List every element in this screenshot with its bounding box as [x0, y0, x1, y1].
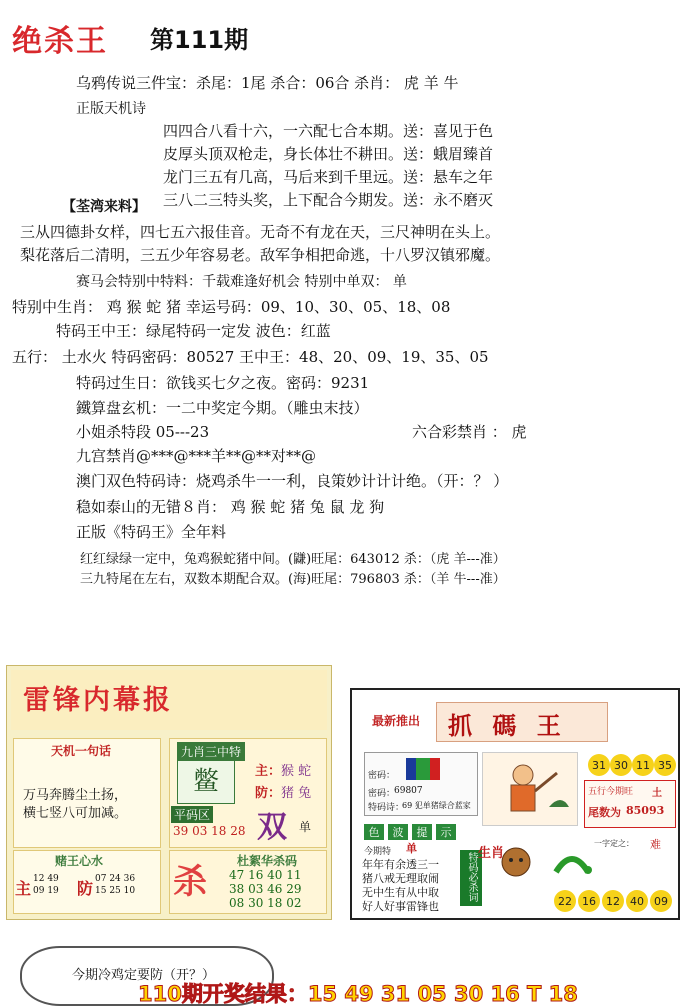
oracle-line-1: 万马奔腾尘土扬， [23, 788, 128, 803]
line-king-code: 特码王中王：绿尾特码一定发 波色：红蓝 [56, 322, 331, 340]
line-zodiac-lucky: 特别中生肖： 鸡 猴 蛇 猪 幸运号码：09、10、30、05、18、08 [12, 298, 451, 316]
main-label: 主： [255, 764, 282, 779]
draw-result: 110期开奖结果：15 49 31 05 30 16 T 18 [138, 982, 578, 1006]
guard-value: 猪 兔 [281, 786, 312, 801]
zodiac-big-char: 鳖 [177, 760, 235, 804]
line-abacus: 鐵算盘玄机：一二中奖定今期。（雕虫末技） [76, 399, 369, 417]
killer-title: 杜絮华杀码 [237, 854, 298, 868]
killer-row-1: 47 16 40 11 [229, 868, 302, 882]
killer-row-3: 08 30 18 02 [229, 896, 302, 910]
main-value: 猴 蛇 [281, 764, 312, 779]
line-banned-zodiac: 六合彩禁肖 ： 虎 [412, 423, 527, 441]
monkey-icon [496, 844, 536, 880]
tag-wave: 波 [388, 824, 408, 840]
line-miss-kill: 小姐杀特段 05---23 [76, 423, 210, 441]
line-macau-poem: 澳门双色特码诗：烧鸡杀牛一一利，良策妙计计计绝。（开：？ ） [76, 472, 509, 490]
cloud-text: 今期冷鸡定要防（开？） [72, 968, 216, 983]
poem-line-3: 龙门三五有几高，马后来到千里远。送：悬车之年 [163, 168, 494, 186]
zodiac-tag: 九肖三中特 [177, 742, 245, 761]
zodiac-poem-3: 无中生有从中取 [362, 886, 439, 899]
one-char-label: 一字定之： [594, 839, 634, 848]
mima-label-2: 密码： [368, 789, 396, 799]
line-horse-club: 赛马会特别中特料：千载难逢好机会 特别中单双： 单 [76, 274, 407, 290]
logo-icon-accent [430, 758, 440, 780]
logo-icon-stripe [416, 758, 430, 780]
heart-nums-2: 09 19 [33, 886, 59, 896]
monk-figure-icon [483, 753, 577, 825]
this-issue-label: 今期特 [364, 847, 392, 857]
zodiac-column-label: 特码必杀词 [466, 852, 477, 902]
tag-hint: 提 [412, 824, 432, 840]
heart-nums-3: 07 24 36 [95, 874, 136, 884]
line-annual: 正版《特码王》全年料 [76, 523, 227, 541]
single-char: 单 [299, 820, 312, 834]
kill-char: 杀 [173, 862, 207, 902]
line-birthday: 特码过生日：欲钱买七夕之夜。密码：9231 [76, 374, 370, 392]
bottom-number-2: 16 [578, 890, 600, 912]
zodiac-label: 生肖 [478, 846, 505, 861]
tail-number-label: 尾数为 [588, 806, 621, 819]
poem-line-4: 三八二三特头奖，上下配合今期发。送：永不磨灭 [163, 191, 494, 209]
snake-icon [550, 840, 594, 880]
poem-code-label: 特码诗： [368, 803, 405, 813]
poem-code-value: 69 犯单猪绿合蓝家 [402, 801, 471, 810]
verse-line-1: 三从四德卦女样，四七五六报佳音。无奇不有龙在天，三尺神明在头上。 [20, 223, 501, 241]
line-eight-zodiac: 稳如泰山的无错８肖： 鸡 猴 蛇 猪 兔 鼠 龙 狗 [76, 498, 385, 516]
bottom-number-1: 22 [554, 890, 576, 912]
top-number-1: 31 [588, 754, 610, 776]
tag-color: 色 [364, 824, 384, 840]
figure-illustration [482, 752, 578, 826]
five-element-value: 土 [652, 788, 662, 799]
leifeng-title: 雷锋内幕报 [23, 685, 173, 716]
new-tag: 最新推出 [372, 714, 421, 728]
line-five-elements: 五行： 土水火 特码密码：80527 王中王：48、20、09、19、35、05 [12, 348, 489, 366]
oracle-line-2: 横七竖八可加减。 [23, 806, 128, 821]
five-element-label: 五行今期旺 [588, 787, 634, 797]
top-number-3: 11 [632, 754, 654, 776]
line-tail-1: 红红绿绿一定中，兔鸡猴蛇猪中间。(鼸)旺尾：643012 杀：（虎 羊---准） [80, 552, 506, 567]
flat-code-nums: 39 03 18 28 [173, 824, 246, 838]
heart-nums-1: 12 49 [33, 874, 59, 884]
page-title: 绝杀王 [12, 24, 108, 59]
tag-show: 示 [436, 824, 456, 840]
zodiac-poem-1: 年年有余透三一 [362, 858, 439, 871]
mima-value: 69807 [394, 786, 423, 796]
zodiac-poem-4: 好人好事雷锋也 [362, 900, 439, 913]
poem-line-1: 四四合八看十六，一六配七合本期。送：喜见于色 [163, 122, 494, 140]
tail-number-value: 85093 [626, 804, 665, 817]
verse-line-2: 梨花落后二清明，三五少年容易老。敌军争相把命逃，十八罗汉镇邪魔。 [20, 246, 501, 264]
heart-title: 赌王心水 [55, 854, 104, 868]
guard-label: 防： [255, 786, 282, 801]
zhuamawang-card [350, 688, 680, 920]
one-char-value: 难 [650, 838, 661, 851]
line-nine-palace: 九宫禁肖@***@***羊**@**对**@ [76, 447, 317, 465]
bottom-number-5: 09 [650, 890, 672, 912]
line-poem-title: 正版天机诗 [76, 101, 146, 117]
mima-label: 密码： [368, 771, 396, 781]
double-char: 双 [257, 810, 287, 845]
heart-guard: 防 [77, 879, 94, 898]
zhuamawang-title: 抓 碼 王 [448, 711, 567, 740]
heart-main: 主 [15, 879, 32, 898]
issue-number: 第111期 [150, 26, 249, 54]
flat-code-label: 平码区 [171, 806, 213, 823]
leifeng-card [6, 665, 332, 920]
killer-row-2: 38 03 46 29 [229, 882, 302, 896]
this-issue-value: 单 [406, 842, 417, 855]
section-heading: 【荃湾来料】 [62, 199, 146, 215]
heart-nums-4: 15 25 10 [95, 886, 136, 896]
top-number-4: 35 [654, 754, 676, 776]
bottom-number-4: 40 [626, 890, 648, 912]
zodiac-poem-2: 猪八戒无理取闹 [362, 872, 439, 885]
poem-line-2: 皮厚头顶双枪走，身长体壮不耕田。送：蛾眉臻首 [163, 145, 494, 163]
bottom-number-3: 12 [602, 890, 624, 912]
oracle-title: 天机一句话 [51, 744, 112, 758]
line-tail-2: 三九特尾在左右，双数本期配合双。(海)旺尾：796803 杀：（羊 牛---准） [80, 572, 506, 587]
top-number-2: 30 [610, 754, 632, 776]
line-crow: 乌鸦传说三件宝：杀尾：1尾 杀合：06合 杀肖： 虎 羊 牛 [76, 74, 459, 92]
